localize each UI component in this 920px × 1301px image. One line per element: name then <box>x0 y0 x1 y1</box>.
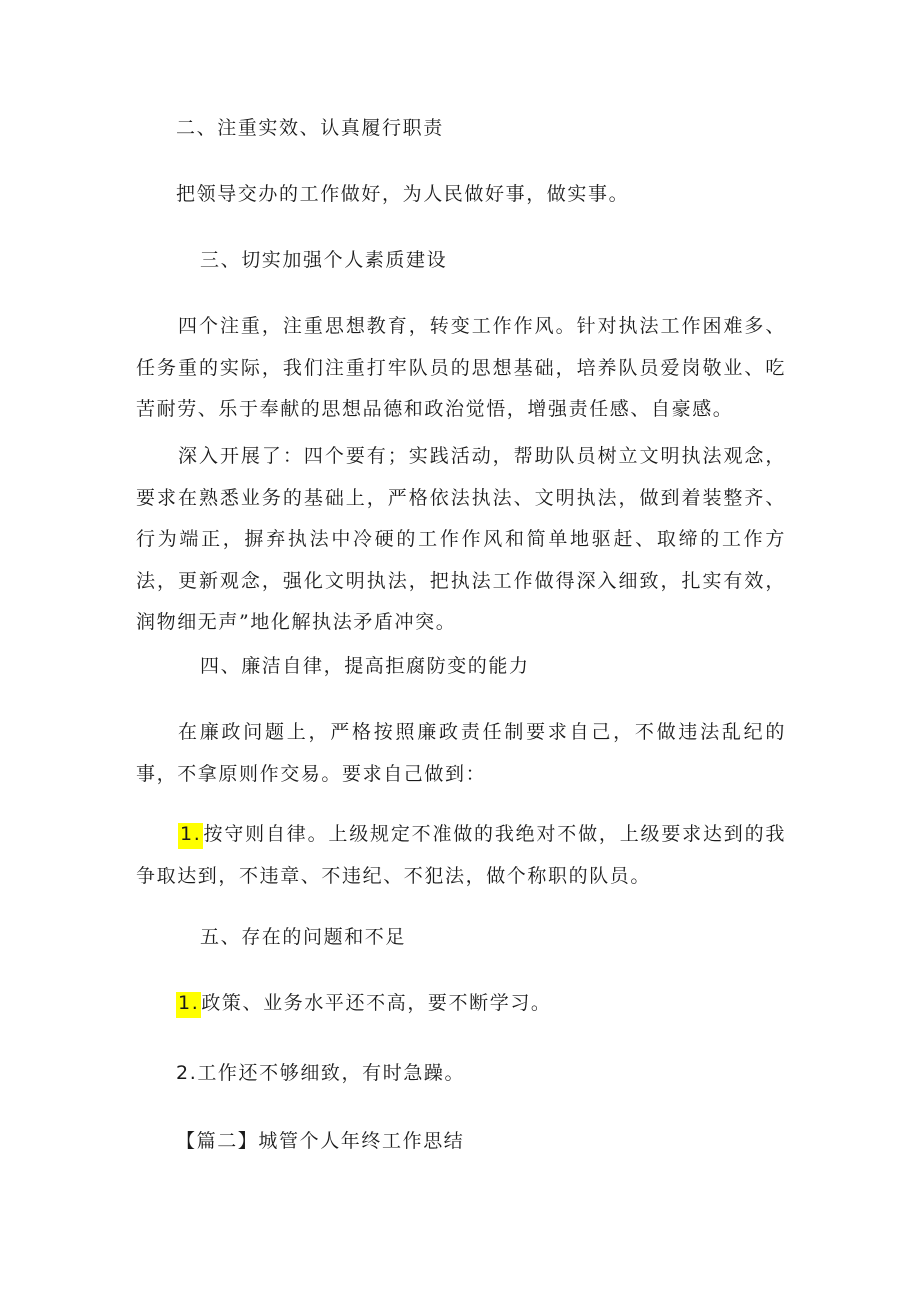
list-item-text: 按守则自律。上级规定不准做的我绝对不做，上级要求达到的我争取达到，不违章、不违纪、不犯法，做个称职的队员。 <box>136 823 786 887</box>
list-number-highlight: 1. <box>178 823 203 849</box>
part-title: 【篇二】城管个人年终工作思结 <box>176 1130 465 1152</box>
list-item-text: 政策、业务水平还不高，要不断学习。 <box>201 992 552 1014</box>
list-number-highlight: 1. <box>176 992 201 1018</box>
section-heading-2: 二、注重实效、认真履行职责 <box>176 117 444 139</box>
section-heading-4: 四、廉洁自律，提高拒腐防变的能力 <box>200 655 530 677</box>
paragraph-2: 把领导交办的工作做好，为人民做好事，做实事。 <box>176 183 630 205</box>
paragraph-3a: 四个注重，注重思想教育，转变工作作风。针对执法工作困难多、任务重的实际，我们注重打牢队员的思想基础，培养队员爱岗敬业、吃苦耐劳、乐于奉献的思想品德和政治觉悟，增强责任感、自豪感。 <box>136 315 786 420</box>
list-item-text: 工作还不够细致，有时急躁。 <box>197 1062 466 1084</box>
list-item-5-2 <box>176 1060 465 1086</box>
section-heading-5: 五、存在的问题和不足 <box>200 926 407 948</box>
section-heading-3: 三、切实加强个人素质建设 <box>200 249 448 271</box>
list-item-5-1 <box>176 990 552 1016</box>
paragraph-3b: 深入开展了：四个要有；实践活动，帮助队员树立文明执法观念，要求在熟悉业务的基础上，严格依法执法、文明执法，做到着装整齐、行为端正，摒弃执法中冷硬的工作作风和简单地驱赶、取缔的工作方法，更新观念，强化文明执法，把执法工作做得深入细致，扎实有效，润物细无声”地化解执法矛盾冲突。 <box>136 445 786 633</box>
list-number: 2. <box>176 1062 198 1084</box>
paragraph-4a: 在廉政问题上，严格按照廉政责任制要求自己，不做违法乱纪的事，不拿原则作交易。要求自己做到： <box>136 721 786 785</box>
list-item-4-1 <box>136 814 786 897</box>
